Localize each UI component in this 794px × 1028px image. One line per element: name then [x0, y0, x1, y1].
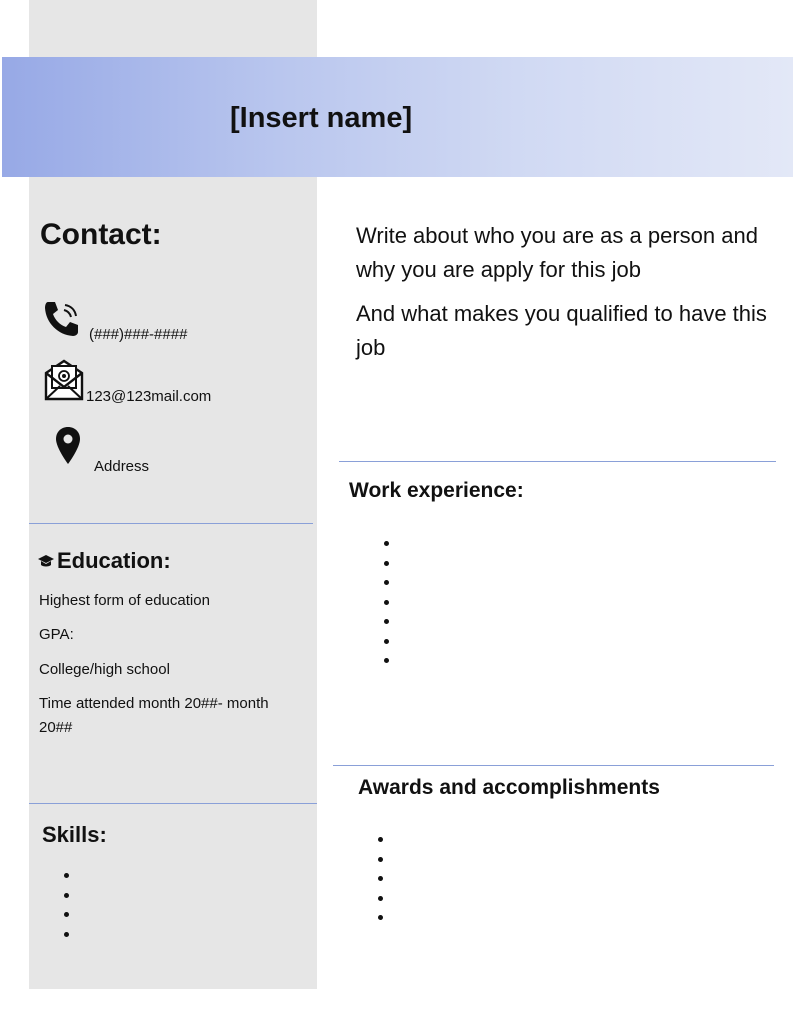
divider: [339, 461, 776, 462]
resume-name: [Insert name]: [230, 102, 413, 134]
divider: [29, 523, 313, 524]
phone-number: (###)###-####: [89, 326, 188, 343]
education-heading-row: [37, 548, 171, 574]
location-pin-icon: [55, 426, 81, 466]
education-heading: Education:: [57, 548, 171, 573]
skills-heading: Skills:: [42, 822, 107, 847]
address-text: Address: [94, 458, 150, 475]
qualification-paragraph: And what makes you qualified to have this job: [356, 301, 767, 360]
email-address: 123@123mail.com: [86, 388, 212, 405]
education-gpa: GPA:: [39, 626, 74, 643]
divider: [333, 765, 774, 766]
phone-icon: [42, 299, 82, 339]
graduation-cap-icon: [37, 554, 55, 568]
divider: [29, 803, 317, 804]
education-level: Highest form of education: [39, 592, 210, 609]
work-experience-heading: Work experience:: [349, 479, 524, 502]
awards-heading: Awards and accomplishments: [358, 776, 660, 799]
education-dates: Time attended month 20##- month 20##: [39, 695, 269, 736]
intro-paragraph: Write about who you are as a person and why you are apply for this job: [356, 223, 758, 282]
mail-icon: [44, 359, 84, 401]
education-school: College/high school: [39, 661, 170, 678]
contact-heading: Contact:: [40, 218, 162, 251]
